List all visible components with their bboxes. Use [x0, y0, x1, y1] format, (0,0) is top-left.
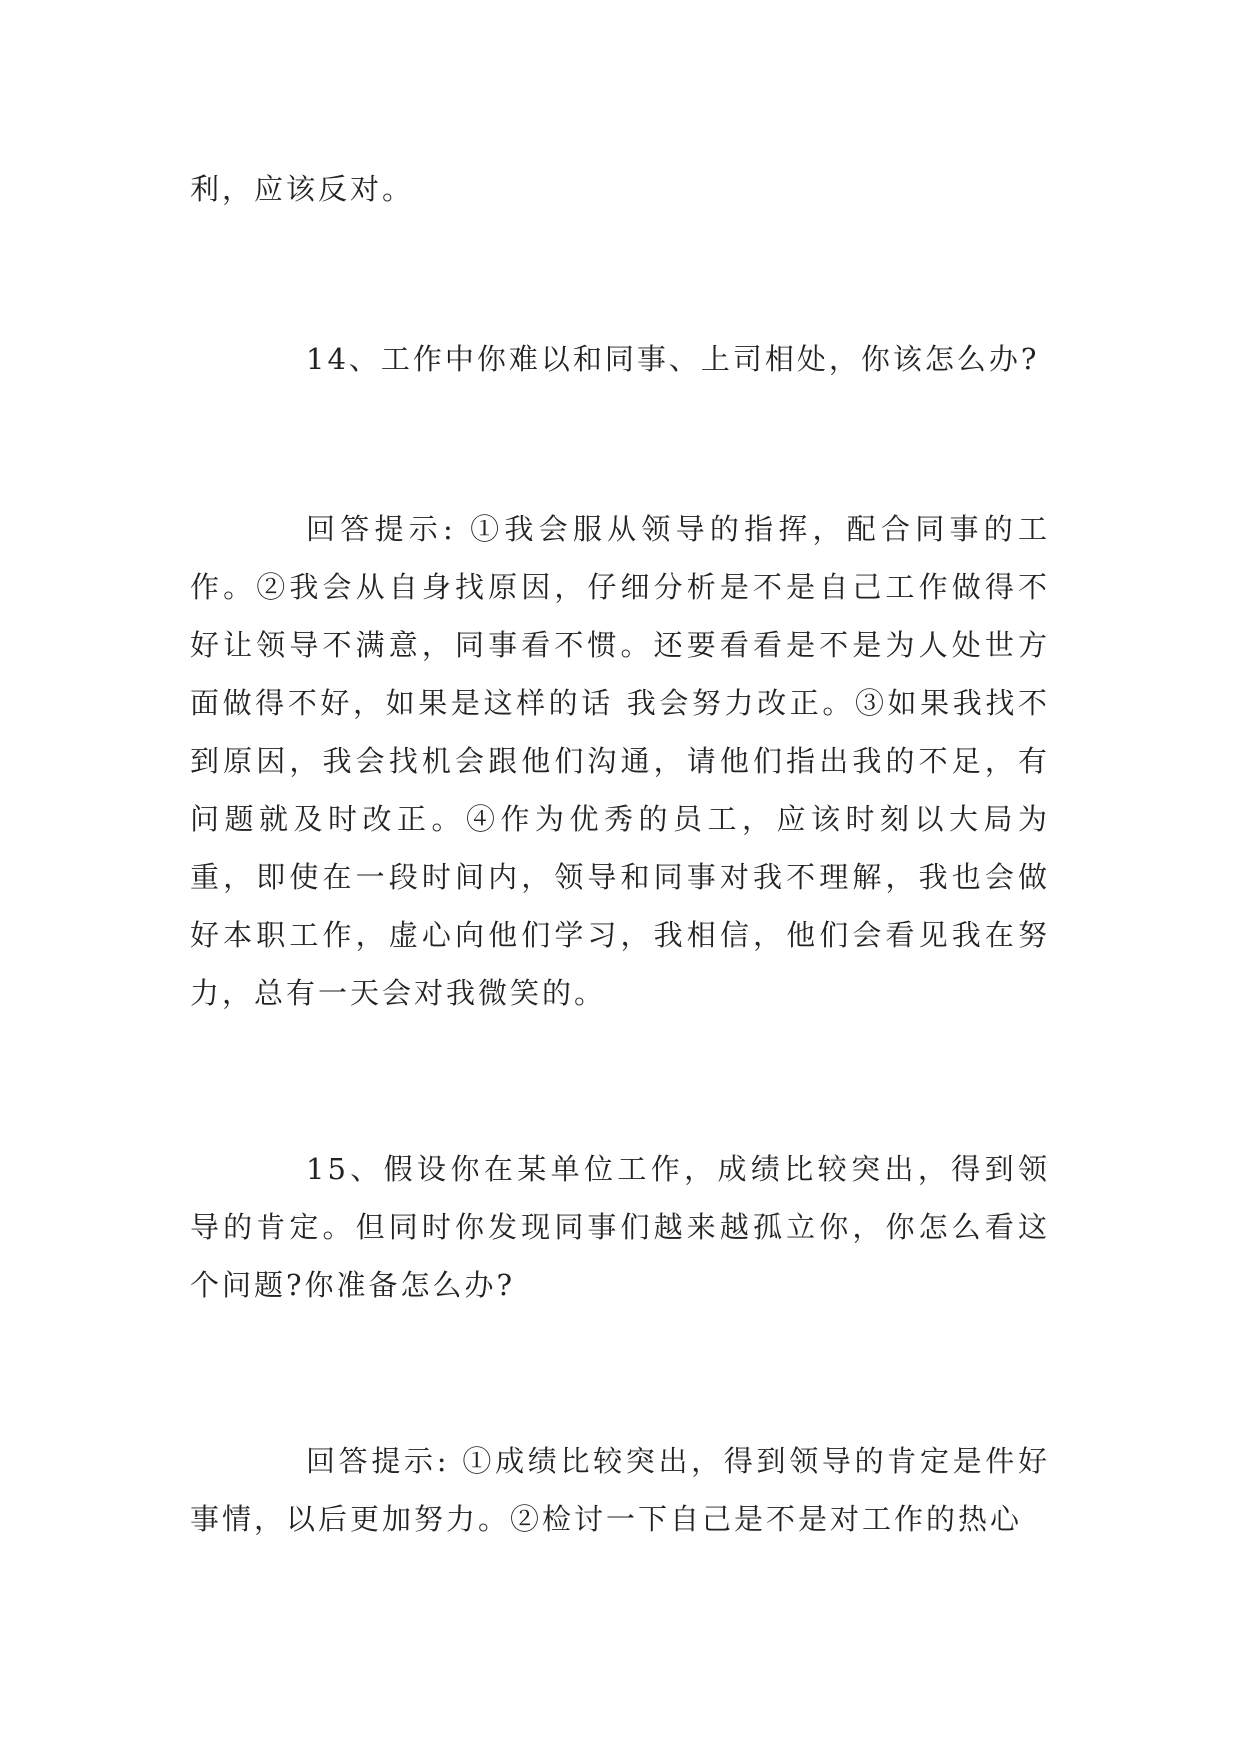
answer-14: 回答提示: ①我会服从领导的指挥，配合同事的工作。②我会从自身找原因，仔细分析是不是自己工作做得不好让领导不满意，同事看不惯。还要看看是不是为人处世方面做得不好，如果是这样的话 我会努力改正。③如果我找不到原因，我会找机会跟他们沟通，请他们指出我的不足，有问题就及时改正。④作为优秀的员工，应该时刻以大局为重，即使在一段时间内，领导和同事对我不理解，我也会做好本职工作，虚心向他们学习，我相信，他们会看见我在努力，总有一天会对我微笑的。	[190, 512, 1050, 1010]
document-body	[190, 160, 1050, 1548]
question-15: 15、假设你在某单位工作，成绩比较突出，得到领导的肯定。但同时你发现同事们越来越孤立你，你怎么看这个问题?你准备怎么办?	[190, 1152, 1050, 1302]
answer-15: 回答提示: ①成绩比较突出，得到领导的肯定是件好事情，以后更加努力。②检讨一下自己是不是对工作的热心	[190, 1444, 1050, 1536]
question-14: 14、工作中你难以和同事、上司相处，你该怎么办?	[306, 342, 1040, 376]
paragraph-continuation: 利，应该反对。	[190, 172, 415, 206]
